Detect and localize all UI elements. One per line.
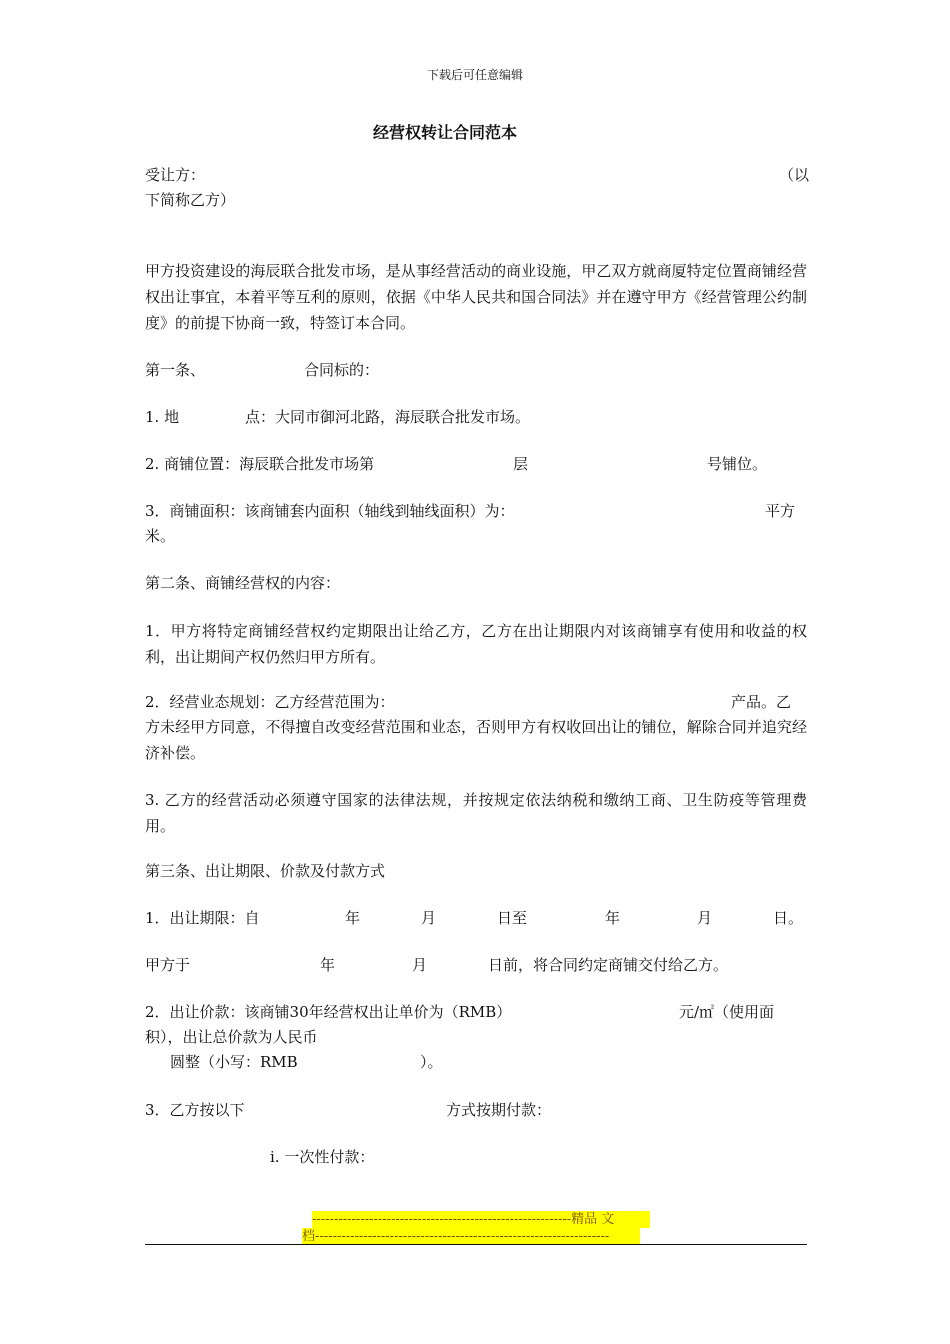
transferee-label: 受让方： [145, 166, 206, 184]
article-1-item-1-a: 1. 地 [145, 408, 180, 426]
article-1-item-3-c: 米。 [145, 527, 176, 545]
transferee-suffix-b: 下简称乙方） [145, 191, 236, 209]
term-year-2: 年 [605, 909, 621, 927]
payment-label-b: 方式按期付款： [446, 1101, 552, 1119]
article-1-heading-b: 合同标的： [304, 361, 380, 379]
term-year-1: 年 [345, 909, 361, 927]
article-2-item-2-b: 产品。乙 [731, 693, 792, 711]
article-2-item-3: 3. 乙方的经营活动必须遵守国家的法律法规，并按规定依法纳税和缴纳工商、卫生防疫等管理费用。 [145, 791, 807, 835]
price-line-a: 2．出让价款：该商铺30年经营权出让单价为（RMB） [145, 1003, 512, 1021]
article-2-heading: 第二条、商铺经营权的内容： [145, 574, 341, 592]
article-2-item-2-c: 方未经甲方同意，不得擅自改变经营范围和业态，否则甲方有权收回出让的铺位，解除合同并追究经济补偿。 [145, 718, 807, 762]
article-1-item-2-a: 2. 商铺位置：海辰联合批发市场第 [145, 455, 375, 473]
delivery-label: 甲方于 [145, 956, 191, 974]
price-line-b: 元/㎡（使用面 [679, 1003, 775, 1021]
payment-label-a: 3．乙方按以下 [145, 1101, 245, 1119]
price-line-c: 积），出让总价款为人民币 [145, 1028, 318, 1046]
article-1-heading-a: 第一条、 [145, 361, 206, 379]
article-1-item-2-b: 层 [513, 455, 529, 473]
term-day-1: 日至 [497, 909, 528, 927]
delivery-year: 年 [320, 956, 336, 974]
article-1-item-3-a: 3．商铺面积：该商铺套内面积（轴线到轴线面积）为： [145, 502, 515, 520]
article-1-item-3-b: 平方 [765, 502, 796, 520]
delivery-text: 日前，将合同约定商铺交付给乙方。 [488, 956, 729, 974]
document-title: 经营权转让合同范本 [372, 123, 517, 142]
footer-rule [145, 1244, 807, 1245]
footer-watermark-line-2: 档------------------------------------------------------------------- [302, 1228, 640, 1245]
price-line-e: ）。 [420, 1053, 443, 1071]
term-month-1: 月 [421, 909, 437, 927]
article-1-item-2-c: 号铺位。 [707, 455, 768, 473]
intro-paragraph: 甲方投资建设的海辰联合批发市场，是从事经营活动的商业设施，甲乙双方就商厦特定位置商铺经营权出让事宜，本着平等互利的原则，依据《中华人民共和国合同法》并在遵守甲方《经营管理公约制度》的前提下协商一致，特签订本合同。 [145, 262, 807, 332]
article-3-heading: 第三条、出让期限、价款及付款方式 [145, 862, 386, 880]
term-month-2: 月 [697, 909, 713, 927]
price-line-d: 圆整（小写：RMB [170, 1053, 298, 1071]
header-note: 下载后可任意编辑 [426, 68, 523, 82]
article-2-item-2-a: 2．经营业态规划：乙方经营范围为： [145, 693, 395, 711]
article-2-item-1: 1．甲方将特定商铺经营权约定期限出让给乙方，乙方在出让期限内对该商铺享有使用和收益的权利，出让期间产权仍然归甲方所有。 [145, 622, 807, 666]
article-1-item-1-b: 点：大同市御河北路，海辰联合批发市场。 [245, 408, 531, 426]
footer-watermark-line-1: -----------------------------------------------------------精品 文 [312, 1211, 650, 1228]
term-label: 1．出让期限：自 [145, 909, 260, 927]
transferee-suffix-a: （以 [779, 166, 810, 184]
delivery-month: 月 [412, 956, 428, 974]
payment-option-lump-sum: i. 一次性付款： [270, 1148, 375, 1166]
term-day-2: 日。 [773, 909, 804, 927]
